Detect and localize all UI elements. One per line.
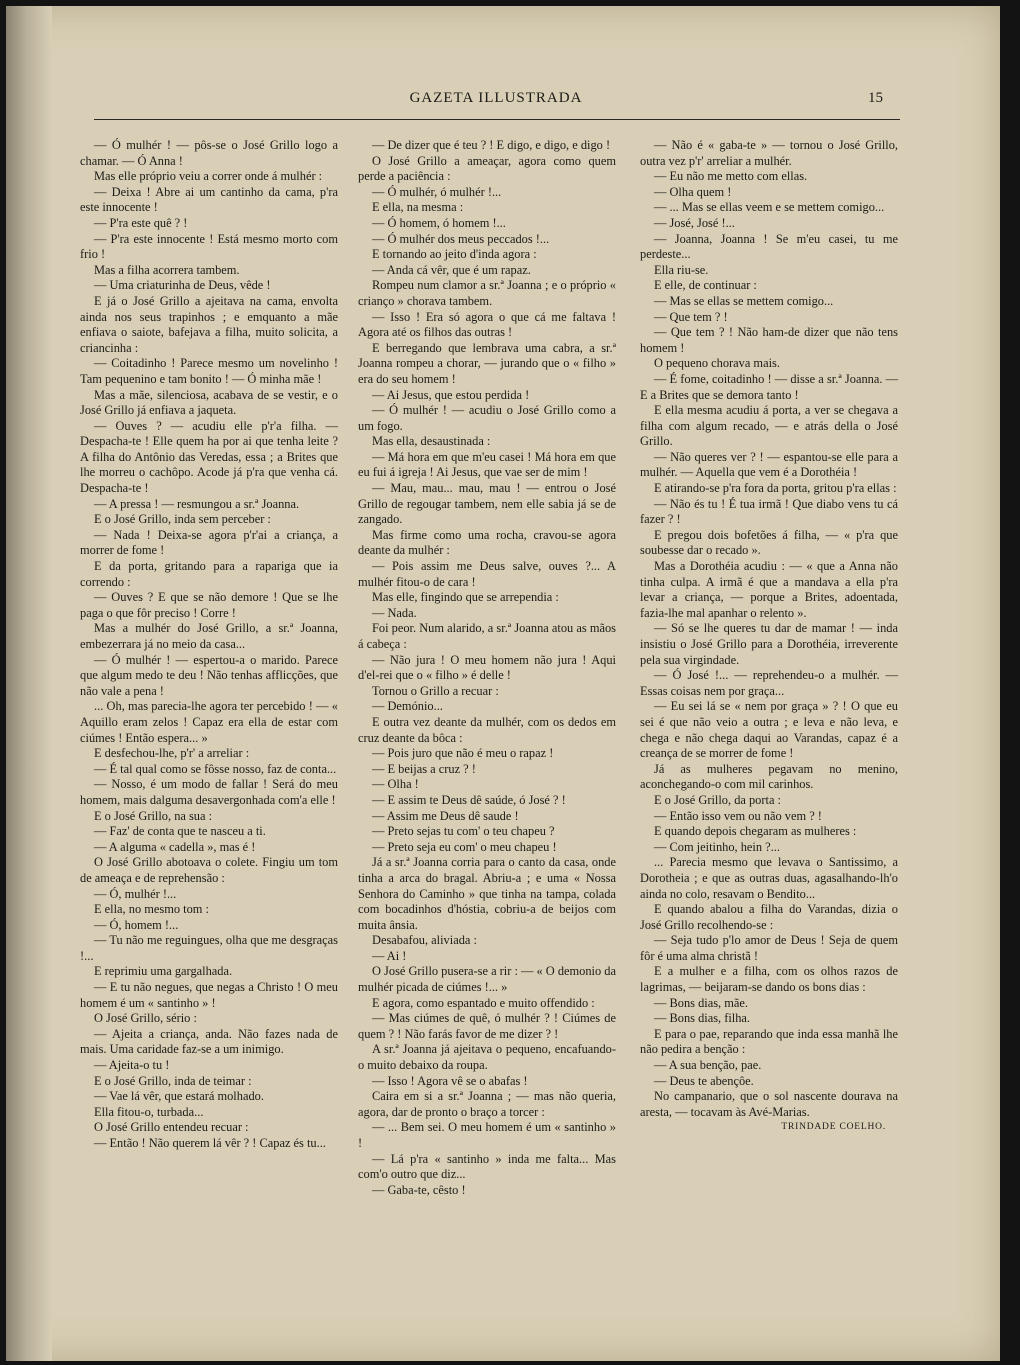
- paragraph: — Ai Jesus, que estou perdida !: [372, 387, 530, 402]
- paragraph: — Ai !: [372, 948, 407, 963]
- paragraph: Mas elle, fingindo que se arrependia :: [372, 590, 559, 605]
- paragraph: Mas a mãe, silenciosa, acabava de se vestir, e o José Grillo já enfiava a jaqueta.: [80, 387, 338, 418]
- paragraph: — José, José !...: [654, 215, 735, 230]
- paragraph: E quando depois chegaram as mulheres :: [654, 824, 857, 839]
- paragraph: — Isso ! Agora vê se o abafas !: [372, 1073, 528, 1088]
- paragraph: — P'ra este innocente ! Está mesmo morto com frio !: [80, 231, 338, 262]
- paragraph: E o José Grillo, inda sem perceber :: [94, 512, 271, 527]
- paragraph: — Não és tu ! É tua irmã ! Que diabo vens tu cá fazer ? !: [640, 496, 898, 527]
- paragraph: Já a sr.ª Joanna corria para o canto da casa, onde tinha a arca do bragal. Abriu-a ; e uma « Nossa Senhora do Caminho » que tinha na tampa, colada com bocadinhos d'hóstia, cobriu-a de beijos com muita ânsia.: [358, 855, 616, 932]
- paragraph: O José Grillo a ameaçar, agora como quem perde a paciência :: [358, 153, 616, 184]
- paragraph: Desabafou, aliviada :: [372, 933, 477, 948]
- paragraph: E ella mesma acudiu á porta, a ver se chegava a filha com algum recado, — e atrás della o José Grillo.: [640, 403, 898, 449]
- paragraph: E ella, no mesmo tom :: [94, 902, 209, 917]
- paragraph: O José Grillo abotoava o colete. Fingiu um tom de ameaça e de reprehensão :: [80, 855, 338, 885]
- paragraph: — Anda cá vêr, que é um rapaz.: [372, 262, 531, 277]
- paragraph: Mas firme como uma rocha, cravou-se agora deante da mulhér :: [358, 527, 616, 558]
- paragraph: E o José Grillo, inda de teimar :: [94, 1073, 252, 1088]
- paragraph: — Ó mulhér ! — espertou-a o marido. Parece que algum medo te deu ! Não tenhas afflicções, que não vale a pena !: [80, 652, 338, 698]
- page-header-title: GAZETA ILLUSTRADA: [409, 90, 583, 106]
- paragraph: — Pois assim me Deus salve, ouves ?... A mulhér fitou-o de cara !: [358, 559, 616, 589]
- paragraph: No campanario, que o sol nascente dourava na aresta, — tocavam às Avé-Marias.: [640, 1089, 898, 1119]
- paragraph: E o José Grillo, na sua :: [94, 808, 213, 823]
- paragraph: — Não queres ver ? ! — espantou-se elle para a mulhér. — Aquella que vem é a Dorothéia !: [640, 449, 898, 480]
- paragraph: — Ó José !... — reprehendeu-o a mulhér. — Essas coisas nem por graça...: [640, 668, 898, 698]
- paragraph: — Seja tudo p'lo amor de Deus ! Seja de quem fôr é uma alma christã !: [640, 933, 898, 963]
- paragraph: — Nosso, é um modo de fallar ! Será do meu homem, mais dalguma desavergonhada com'a elle !: [80, 777, 338, 807]
- paragraph: Mas elle próprio veiu a correr onde á mulhér :: [94, 169, 323, 184]
- paragraph: — A pressa ! — resmungou a sr.ª Joanna.: [94, 496, 300, 511]
- paragraph: — Ajeita a criança, anda. Não fazes nada de mais. Uma caridade faz-se a um inimigo.: [80, 1026, 338, 1057]
- paragraph: — Gaba-te, cêsto !: [372, 1182, 466, 1197]
- paragraph: — E beijas a cruz ? !: [372, 761, 476, 776]
- paragraph: — Só se lhe queres tu dar de mamar ! — inda insistiu o José Grillo para a Dorothéia, irreverente pela sua virgindade.: [640, 621, 898, 667]
- paragraph: — Vae lá vêr, que estará molhado.: [94, 1089, 264, 1104]
- text-column-3: [640, 138, 898, 1136]
- paragraph: — Preto sejas tu com' o teu chapeu ?: [372, 824, 555, 839]
- paragraph: — Assim me Deus dê saude !: [372, 808, 519, 823]
- paragraph: — Ouves ? E que se não demore ! Que se lhe paga o que fôr preciso ! Corre !: [80, 590, 338, 620]
- paragraph: — Então isso vem ou não vem ? !: [654, 808, 822, 823]
- paragraph: E quando abalou a filha do Varandas, dizia o José Grillo recolhendo-se :: [640, 902, 898, 932]
- paragraph: Ella fitou-o, turbada...: [94, 1104, 204, 1119]
- paragraph: — Ó homem, ó homem !...: [372, 215, 506, 230]
- paragraph: E ella, na mesma :: [372, 200, 464, 215]
- paragraph: — P'ra este quê ? !: [94, 215, 188, 230]
- paragraph: — Tu não me reguingues, olha que me desgraças !...: [80, 933, 338, 963]
- paragraph: — Não é « gaba-te » — tornou o José Grillo, outra vez p'r' arreliar a mulhér.: [640, 138, 898, 168]
- paragraph: — Deixa ! Abre ai um cantinho da cama, p'ra este innocente !: [80, 184, 338, 215]
- paragraph: E berregando que lembrava uma cabra, a sr.ª Joanna rompeu a chorar, — jurando que o « filho » era do seu homem !: [358, 340, 616, 386]
- paragraph: — Mau, mau... mau, mau ! — entrou o José Grillo de regougar tambem, nem elle sabia já se de zangado.: [358, 481, 616, 527]
- newspaper-page: [6, 6, 1000, 1361]
- paragraph: — A alguma « cadella », mas é !: [94, 839, 256, 854]
- paragraph: — ... Bem sei. O meu homem é um « santinho » !: [358, 1120, 616, 1150]
- paragraph: — E tu não negues, que negas a Christo ! O meu homem é um « santinho » !: [80, 980, 338, 1010]
- paragraph: — Faz' de conta que te nasceu a ti.: [94, 824, 266, 839]
- paragraph: — Joanna, Joanna ! Se m'eu casei, tu me perdeste...: [640, 231, 898, 262]
- paragraph: — Ó, homem !...: [94, 917, 179, 932]
- paragraph: O José Grillo entendeu recuar :: [94, 1120, 249, 1135]
- paragraph: E da porta, gritando para a rapariga que ia correndo :: [80, 559, 338, 589]
- paragraph: — Ó mulhér ! — acudiu o José Grillo como a um fogo.: [358, 403, 616, 433]
- author-signature: TRINDADE COELHO.: [781, 1122, 886, 1133]
- paragraph: — É fome, coitadinho ! — disse a sr.ª Joanna. — E a Brites que se demora tanto !: [640, 371, 898, 402]
- paragraph: — Má hora em que m'eu casei ! Má hora em que eu fui á igreja ! Ai Jesus, que vae ser de mim !: [358, 449, 616, 480]
- paragraph: E para o pae, reparando que inda essa manhã lhe não pedira a benção :: [640, 1026, 898, 1057]
- paragraph: Mas a Dorothéia acudiu : — « que a Anna não tinha culpa. A irmã é que a mandava a ella p'ra levar a criança, — porque a Brites, adoentada, fazia-lhe mal apanhar o relento ».: [640, 559, 898, 620]
- paragraph: E agora, como espantado e muito offendido :: [372, 995, 595, 1010]
- paragraph: Já as mulheres pegavam no menino, aconchegando-o com mil carinhos.: [640, 761, 898, 792]
- paragraph: — Bons dias, filha.: [654, 1011, 751, 1026]
- paragraph: — É tal qual como se fôsse nosso, faz de conta...: [94, 761, 337, 776]
- paragraph: E já o José Grillo a ajeitava na cama, envolta ainda nos seus trapinhos ; e emquanto a mãe enfiava o saiote, bafejava a filha, muito solicita, a criancinha :: [80, 293, 338, 355]
- paragraph: ... Parecia mesmo que levava o Santissimo, a Dorotheia ; e que as outras duas, agasalhando-lh'o ainda no colo, resavam o Bendito...: [640, 855, 898, 901]
- paragraph: — Lá p'ra « santinho » inda me falta... Mas com'o outro que diz...: [358, 1151, 616, 1182]
- paragraph: — Olha quem !: [654, 184, 732, 199]
- paragraph: — Coitadinho ! Parece mesmo um novelinho ! Tam pequenino e tam bonito ! — Ó minha mãe !: [80, 356, 338, 386]
- paragraph: — Mas ciúmes de quê, ó mulhér ? ! Ciúmes de quem ? ! Não farás favor de me dizer ? !: [358, 1011, 616, 1041]
- paragraph: E elle, de continuar :: [654, 278, 757, 293]
- paragraph: E o José Grillo, da porta :: [654, 792, 781, 807]
- paragraph: — Ouves ? — acudiu elle p'r'a filha. — Despacha-te ! Elle quem ha por ai que tenha leite ? A filha do Antônio das Veredas, essa ; a Brites que lhe morreu o cachôpo. Acode já p'ra que venha cá. Despacha-te !: [80, 418, 338, 496]
- paragraph: — Pois juro que não é meu o rapaz !: [372, 746, 554, 761]
- paragraph: E atirando-se p'ra fora da porta, gritou p'ra ellas :: [654, 481, 897, 496]
- paragraph: A sr.ª Joanna já ajeitava o pequeno, encafuando-o muito debaixo da roupa.: [358, 1042, 616, 1073]
- paragraph: — Mas se ellas se mettem comigo...: [654, 293, 834, 308]
- page-number: 15: [868, 90, 883, 106]
- header-rule: [94, 119, 900, 120]
- paragraph: — Deus te abençôe.: [654, 1073, 754, 1088]
- paragraph: E desfechou-lhe, p'r' a arreliar :: [94, 746, 250, 761]
- paragraph: — De dizer que é teu ? ! E digo, e digo, e digo !: [372, 138, 611, 152]
- paragraph: — Ó, mulhér !...: [94, 886, 177, 901]
- paragraph: — Que tem ? ! Não ham-de dizer que não tens homem !: [640, 325, 898, 355]
- paragraph: — Ó mulhér ! — pôs-se o José Grillo logo a chamar. — Ó Anna !: [80, 138, 338, 168]
- paragraph: — Olha !: [372, 777, 419, 792]
- paragraph: — Preto seja eu com' o meu chapeu !: [372, 839, 557, 854]
- paragraph: — Ajeita-o tu !: [94, 1058, 170, 1073]
- paragraph: Mas ella, desaustinada :: [372, 434, 491, 449]
- page-gutter: [6, 6, 52, 1361]
- paragraph: — Não jura ! O meu homem não jura ! Aqui d'el-rei que o « filho » é delle !: [358, 652, 616, 683]
- paragraph: O José Grillo, sério :: [94, 1011, 197, 1026]
- paragraph: Caira em si a sr.ª Joanna ; — mas não queria, agora, dar de pronto o braço a torcer :: [358, 1089, 616, 1119]
- paragraph: — Eu sei lá se « nem por graça » ? ! O que eu sei é que não veio a outra ; e leva e não leva, e chega e não chega daqui ao Varandas, capaz é a creança de se morrer de fome !: [640, 699, 898, 761]
- paragraph: ... Oh, mas parecia-lhe agora ter percebido ! — « Aquillo eram zelos ! Capaz era ella de estar com ciúmes ! Então espera... »: [80, 699, 338, 745]
- paragraph: E reprimiu uma gargalhada.: [94, 964, 233, 979]
- text-column-1: [80, 138, 338, 1152]
- paragraph: Mas a filha acorrera tambem.: [94, 262, 240, 277]
- text-column-2: [358, 138, 616, 1198]
- paragraph: O José Grillo pusera-se a rir : — « O demonio da mulhér picada de ciúmes !... »: [358, 964, 616, 995]
- paragraph: E pregou dois bofetões á filha, — « p'ra que soubesse dar o recado ».: [640, 527, 898, 558]
- paragraph: — Uma criaturinha de Deus, vêde !: [94, 278, 271, 293]
- paragraph: — Que tem ? !: [654, 309, 728, 324]
- paragraph: — E assim te Deus dê saúde, ó José ? !: [372, 792, 566, 807]
- paragraph: — Isso ! Era só agora o que cá me faltava ! Agora até os filhos das outras !: [358, 309, 616, 340]
- paragraph: — ... Mas se ellas veem e se mettem comigo...: [654, 200, 885, 215]
- paragraph: Mas a mulhér do José Grillo, a sr.ª Joanna, embezerrara já no meio da casa...: [80, 621, 338, 651]
- paragraph: — Demónio...: [372, 699, 443, 714]
- paragraph: Rompeu num clamor a sr.ª Joanna ; e o próprio « crianço » chorava tambem.: [358, 278, 616, 308]
- paragraph: — A sua benção, pae.: [654, 1058, 762, 1073]
- paragraph: E a mulher e a filha, com os olhos razos de lagrimas, — beijaram-se dando os bons dias :: [640, 964, 898, 995]
- paragraph: — Então ! Não querem lá vêr ? ! Capaz és tu...: [94, 1136, 326, 1150]
- paragraph: Foi peor. Num alarido, a sr.ª Joanna atou as mãos á cabeça :: [358, 621, 616, 651]
- paragraph: — Nada ! Deixa-se agora p'r'ai a criança, a morrer de fome !: [80, 527, 338, 558]
- paragraph: Tornou o Grillo a recuar :: [372, 683, 499, 698]
- paragraph: — Com jeitinho, hein ?...: [654, 839, 780, 854]
- paragraph: O pequeno chorava mais.: [654, 356, 780, 371]
- paragraph: — Ó mulhér dos meus peccados !...: [372, 231, 550, 246]
- paragraph: — Eu não me metto com ellas.: [654, 169, 808, 184]
- paragraph: — Ó mulhér, ó mulhér !...: [372, 184, 502, 199]
- paragraph: Ella riu-se.: [654, 262, 709, 277]
- paragraph: — Bons dias, mãe.: [654, 995, 748, 1010]
- paragraph: E outra vez deante da mulhér, com os dedos em cruz deante da bôca :: [358, 714, 616, 745]
- paragraph: E tornando ao jeito d'inda agora :: [372, 247, 537, 262]
- paragraph: — Nada.: [372, 605, 417, 620]
